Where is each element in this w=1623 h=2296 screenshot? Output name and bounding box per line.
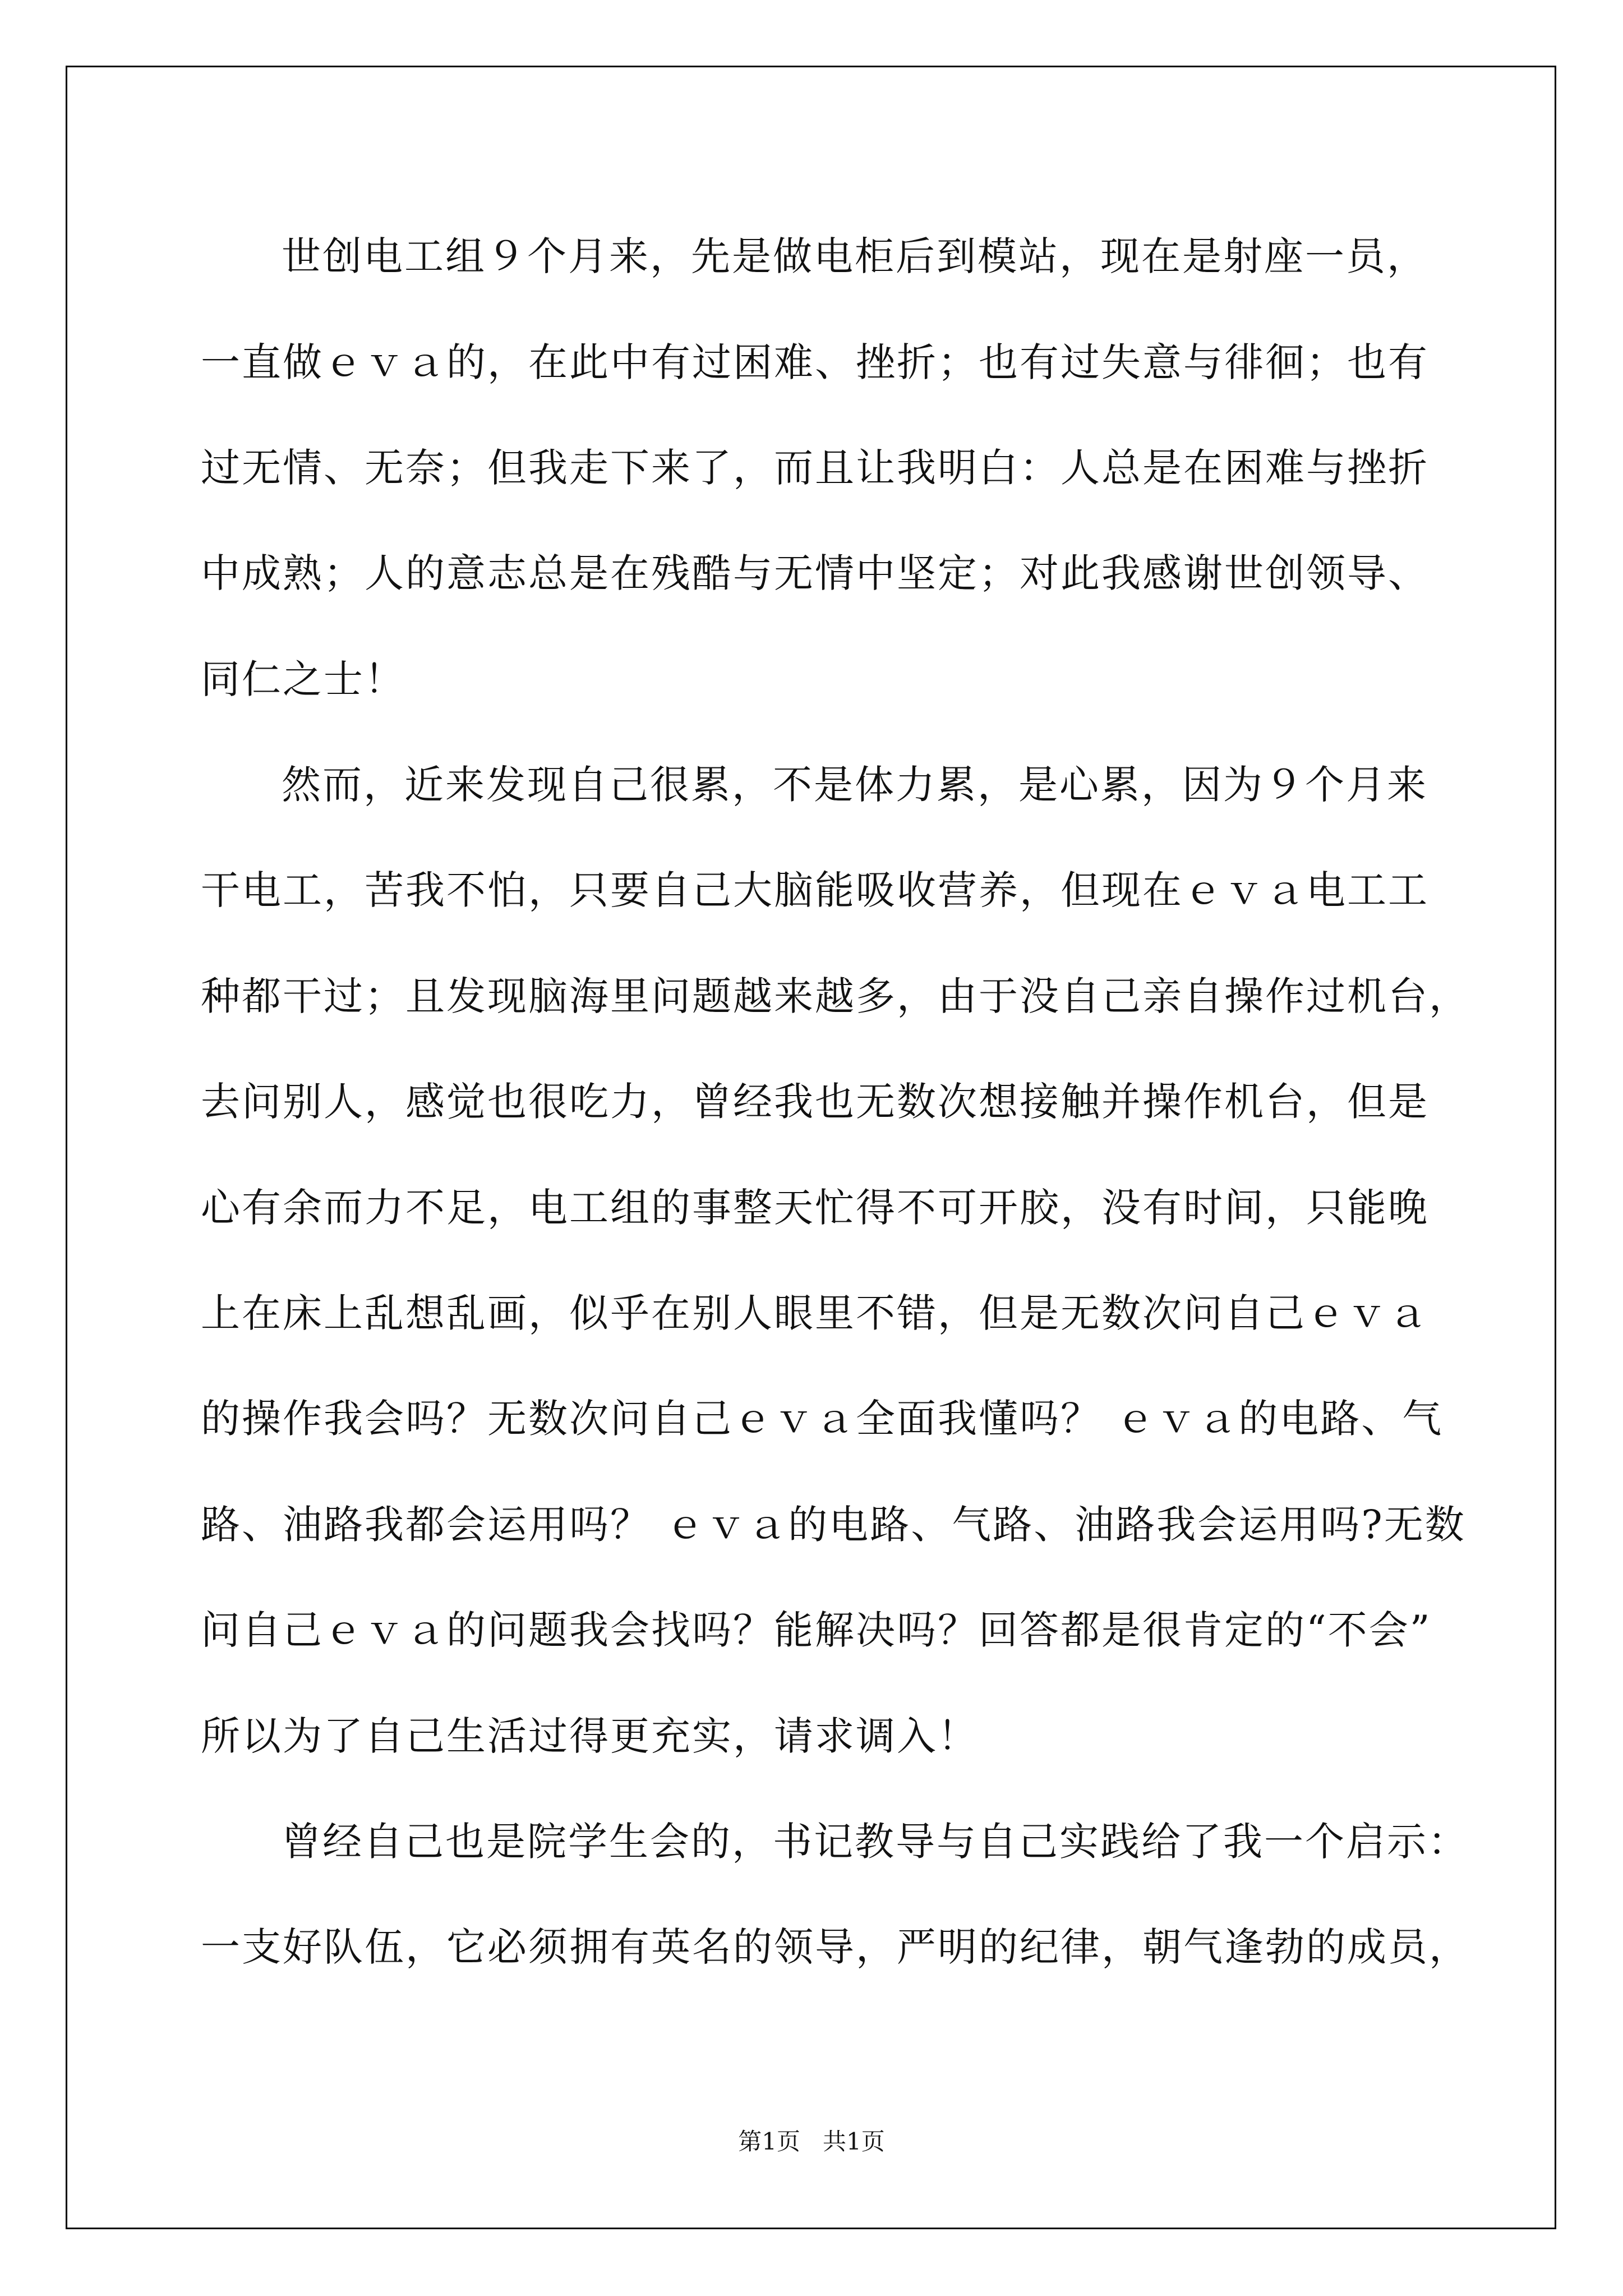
text-line: 去问别人，感觉也很吃力，曾经我也无数次想接触并操作机台，但是: [201, 1079, 1429, 1125]
text-line: 世创电工组９个月来，先是做电柜后到模站，现在是射座一员，: [282, 233, 1428, 279]
text-line: 然而，近来发现自己很累，不是体力累，是心累，因为９个月来: [282, 762, 1428, 808]
page-border: [66, 66, 1556, 2229]
text-line: 曾经自己也是院学生会的，书记教导与自己实践给了我一个启示：: [282, 1819, 1469, 1865]
text-line: 一直做ｅｖａ的，在此中有过困难、挫折；也有过失意与徘徊；也有: [201, 339, 1429, 385]
text-line: 路、油路我都会运用吗？ ｅｖａ的电路、气路、油路我会运用吗?无数: [201, 1502, 1466, 1548]
text-line: 一支好队伍，它必须拥有英名的领导，严明的纪律，朝气逢勃的成员，: [201, 1924, 1470, 1970]
text-line: 的操作我会吗？无数次问自己ｅｖａ全面我懂吗？ ｅｖａ的电路、气: [201, 1396, 1444, 1442]
text-line: 干电工，苦我不怕，只要自己大脑能吸收营养，但现在ｅｖａ电工工: [201, 867, 1429, 913]
text-line: 上在床上乱想乱画，似乎在别人眼里不错，但是无数次问自己ｅｖａ: [201, 1290, 1429, 1336]
text-line: 同仁之士！: [201, 656, 405, 702]
page-number-footer: 第1页 共1页: [738, 2128, 885, 2155]
text-line: 中成熟；人的意志总是在残酷与无情中坚定；对此我感谢世创领导、: [201, 550, 1429, 596]
text-line: 问自己ｅｖａ的问题我会找吗？能解决吗？回答都是很肯定的“不会”: [201, 1607, 1432, 1653]
text-line: 所以为了自己生活过得更充实，请求调入！: [201, 1713, 979, 1759]
text-line: 种都干过；且发现脑海里问题越来越多，由于没自己亲自操作过机台，: [201, 973, 1470, 1019]
text-line: 心有余而力不足，电工组的事整天忙得不可开胶，没有时间，只能晚: [201, 1185, 1429, 1231]
text-line: 过无情、无奈；但我走下来了，而且让我明白：人总是在困难与挫折: [201, 445, 1429, 491]
